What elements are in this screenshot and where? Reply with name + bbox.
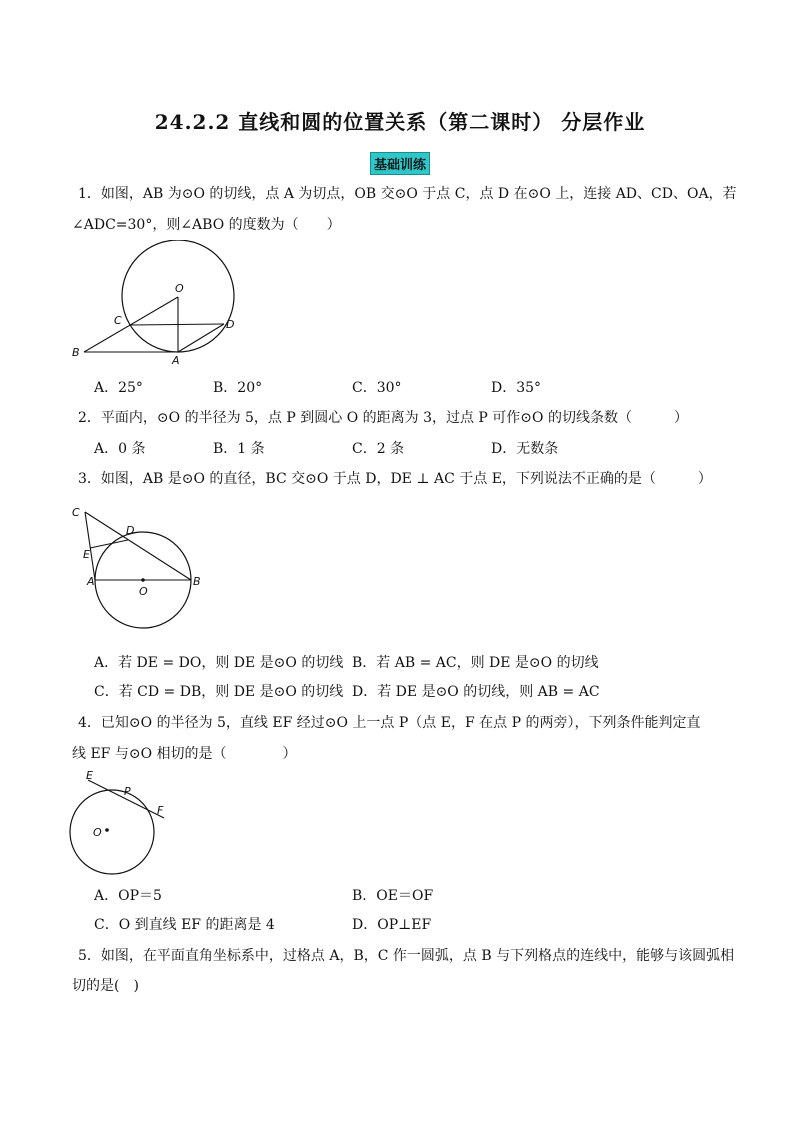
q5-stem-line2: 切的是( ) [72, 978, 139, 994]
q1-option-d[interactable]: D．35° [491, 380, 542, 396]
q3-option-d[interactable]: D．若 DE 是⊙O 的切线，则 AB = AC [352, 684, 600, 700]
q1-stem-line2: ∠ADC=30°，则∠ABO 的度数为（ ） [72, 217, 341, 233]
q1-option-a[interactable]: A．25° [94, 380, 143, 396]
q3-label-b: B [193, 575, 201, 588]
q4-stem-line2: 线 EF 与⊙O 相切的是（ ） [72, 746, 297, 762]
q4-label-p: P [124, 785, 131, 798]
q4-option-a[interactable]: A．OP＝5 [94, 888, 162, 904]
q3-option-c[interactable]: C．若 CD = DB，则 DE 是⊙O 的切线 [94, 684, 344, 700]
q1-figure [66, 240, 246, 370]
q4-stem-line1: 4．已知⊙O 的半径为 5，直线 EF 经过⊙O 上一点 P（点 E，F 在点 P 的两旁），下列条件能判定直 [78, 715, 701, 731]
page-title: 24.2.2 直线和圆的位置关系（第二课时） 分层作业 [154, 110, 646, 134]
q3-stem: 3．如图，AB 是⊙O 的直径，BC 交⊙O 于点 D，DE ⊥ AC 于点 E，下列说法不正确的是（ ） [78, 471, 712, 487]
q3-option-a[interactable]: A．若 DE = DO，则 DE 是⊙O 的切线 [94, 655, 344, 671]
q4-label-o: O [93, 826, 102, 839]
q1-label-o: O [175, 282, 184, 295]
q3-label-e: E [83, 548, 90, 561]
q4-option-b[interactable]: B．OE＝OF [352, 888, 434, 904]
q4-option-c[interactable]: C．O 到直线 EF 的距离是 4 [94, 917, 275, 933]
q4-label-e: E [86, 769, 93, 782]
q1-label-a: A [172, 354, 180, 367]
q2-option-c[interactable]: C．2 条 [352, 441, 405, 457]
q3-option-b[interactable]: B．若 AB = AC，则 DE 是⊙O 的切线 [352, 655, 599, 671]
q3-label-a: A [87, 575, 95, 588]
q3-label-o: O [139, 585, 148, 598]
q5-stem-line1: 5．如图，在平面直角坐标系中，过格点 A，B，C 作一圆弧，点 B 与下列格点的连线中，能够与该圆弧相 [78, 948, 735, 964]
q2-stem: 2．平面内，⊙O 的半径为 5，点 P 到圆心 O 的距离为 3，过点 P 可作⊙O 的切线条数（ ） [78, 410, 688, 426]
section-badge: 基础训练 [370, 152, 430, 175]
q1-stem-line1: 1．如图，AB 为⊙O 的切线，点 A 为切点，OB 交⊙O 于点 C，点 D 在⊙O 上，连接 AD、CD、OA，若 [78, 186, 737, 202]
q4-figure [66, 768, 186, 878]
q4-circle [70, 790, 154, 874]
q3-label-c: C [72, 506, 80, 519]
q1-label-c: C [114, 314, 122, 327]
q3-figure [70, 502, 210, 632]
q1-label-d: D [226, 318, 235, 331]
q4-label-f: F [157, 804, 164, 817]
q1-option-c[interactable]: C．30° [352, 380, 402, 396]
q2-option-a[interactable]: A．0 条 [94, 441, 146, 457]
q3-label-d: D [126, 524, 135, 537]
q1-label-b: B [72, 346, 80, 359]
q2-option-b[interactable]: B．1 条 [213, 441, 265, 457]
q4-option-d[interactable]: D．OP⊥EF [352, 917, 432, 933]
q1-option-b[interactable]: B．20° [213, 380, 263, 396]
q2-option-d[interactable]: D．无数条 [491, 441, 559, 457]
